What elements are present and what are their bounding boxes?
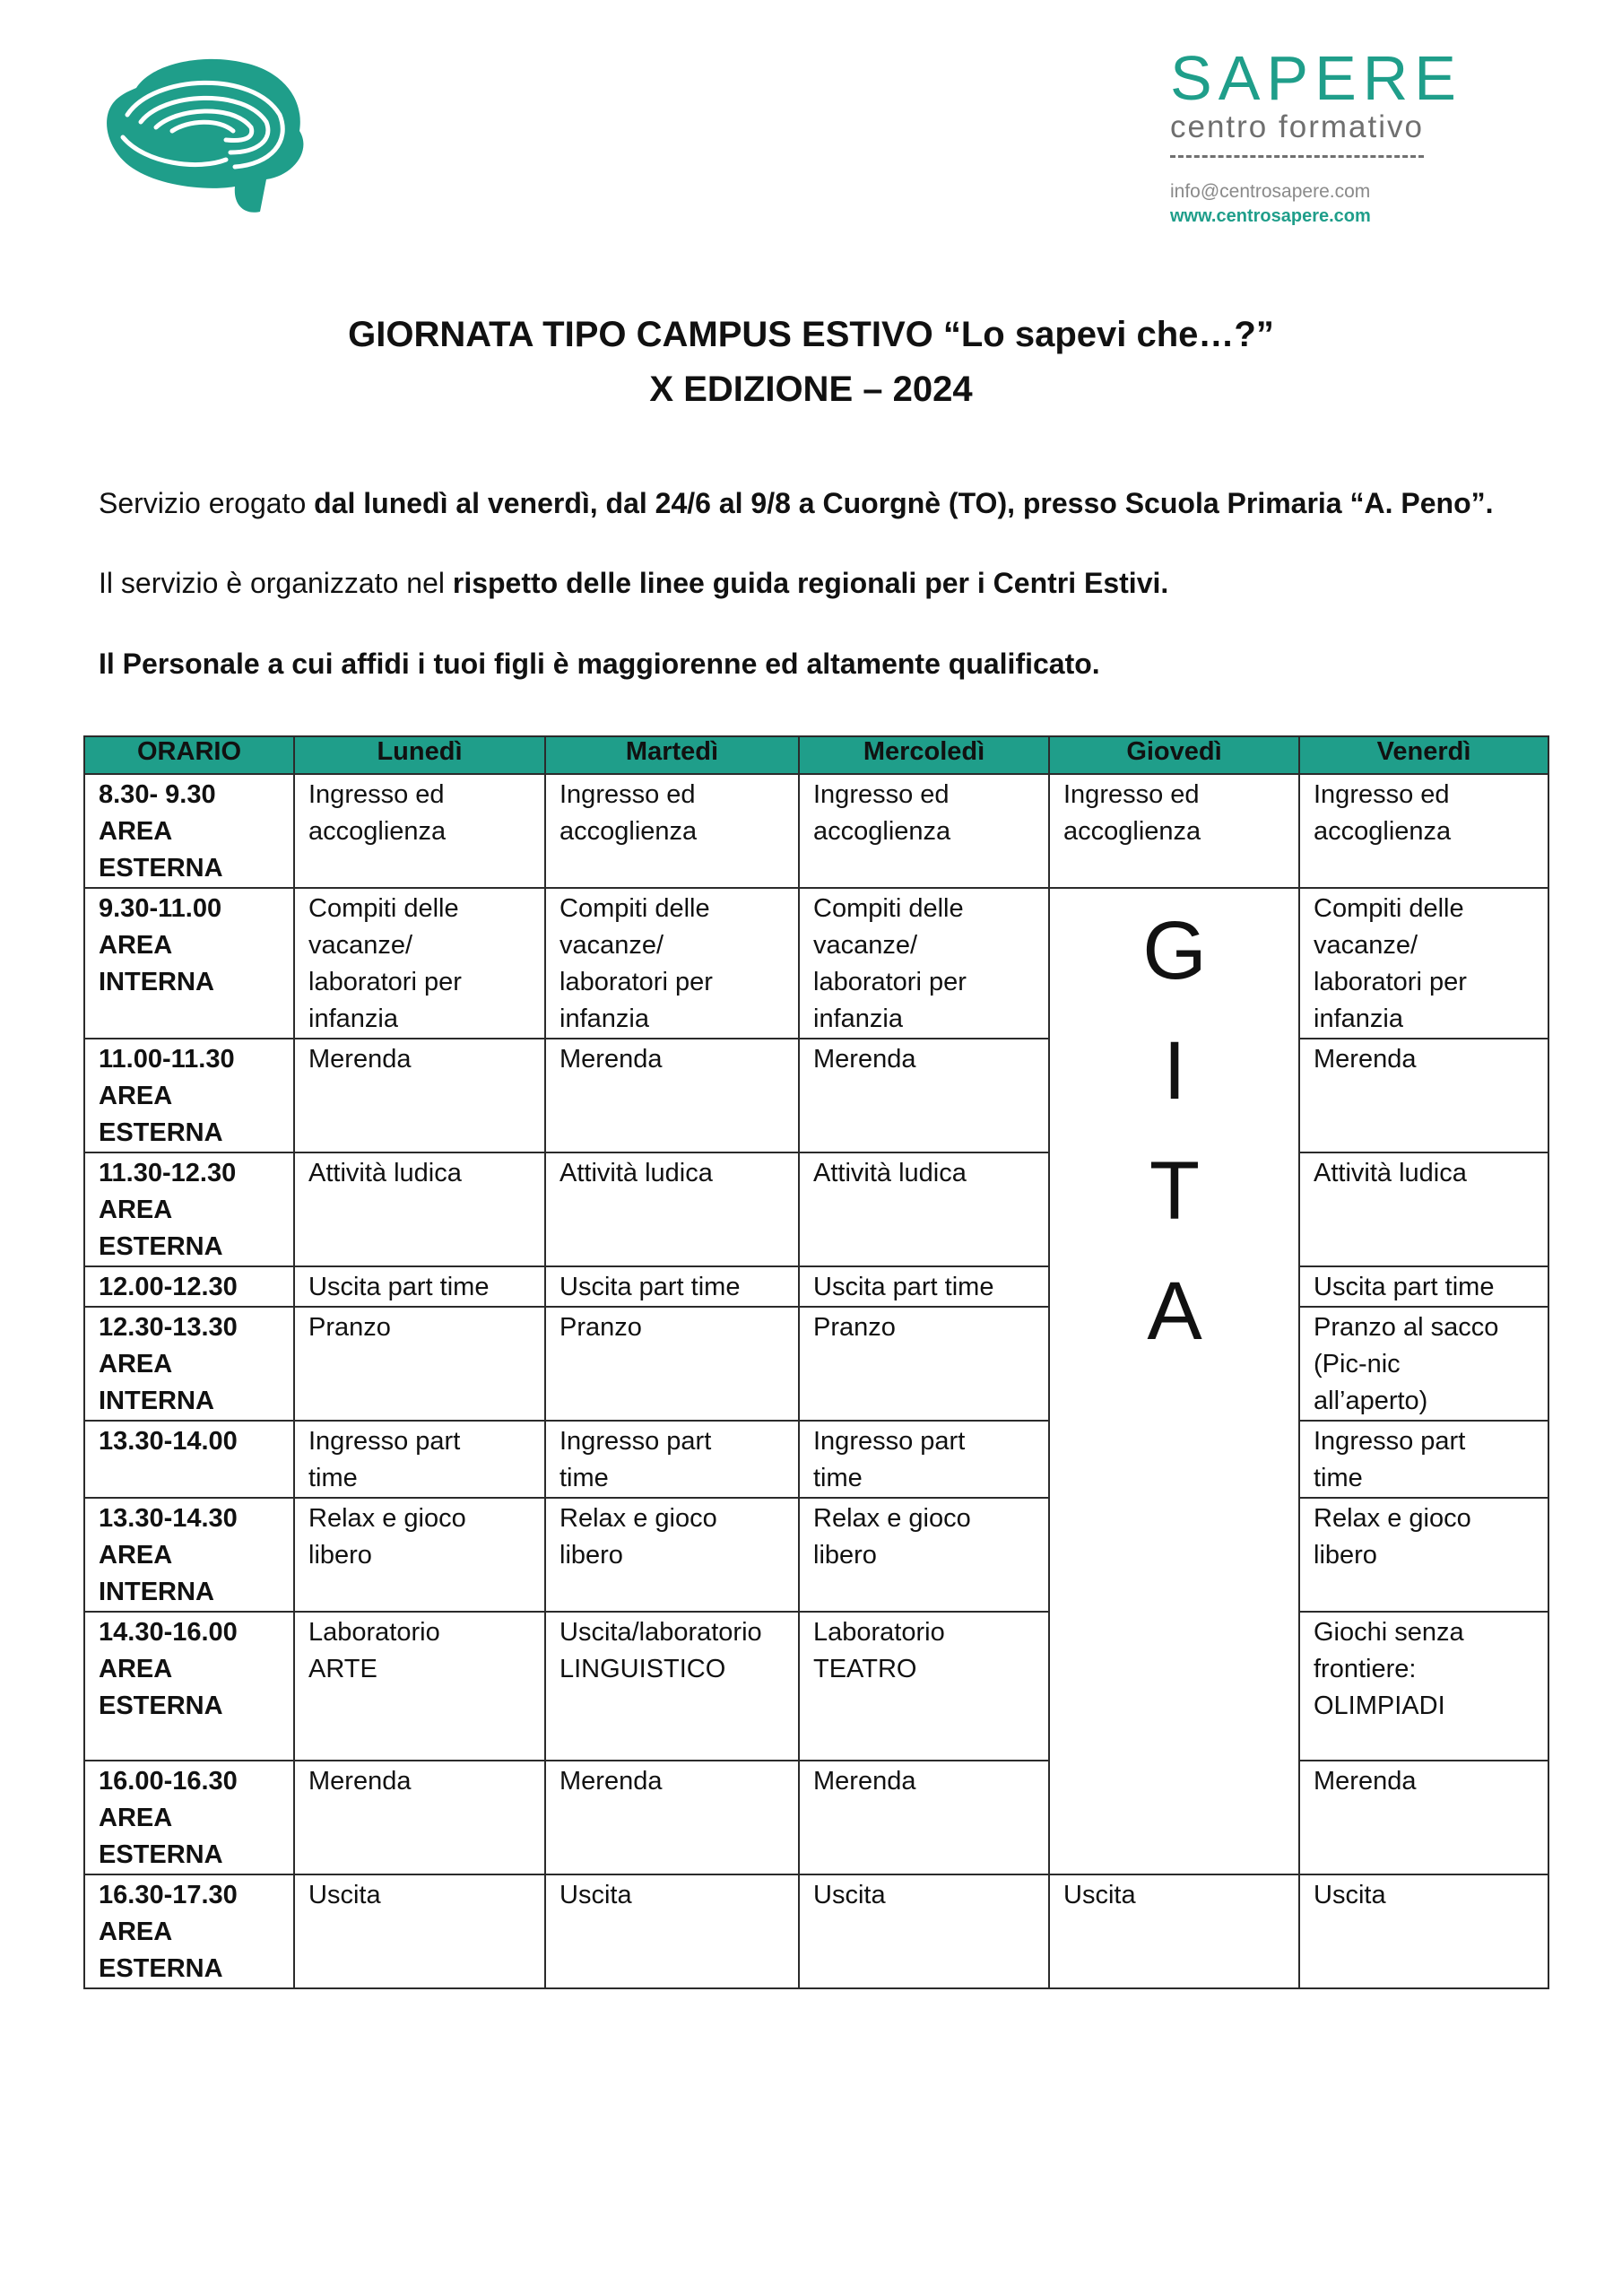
activity-cell: Relax e gioco libero (294, 1498, 545, 1612)
activity-cell: Uscita (1049, 1874, 1299, 1988)
intro-staff: Il Personale a cui affidi i tuoi figli è maggiorenne ed altamente qualificato. (99, 648, 1100, 680)
activity-cell: Merenda (294, 1761, 545, 1874)
activity-cell: Uscita part time (799, 1266, 1049, 1307)
header-lunedi: Lunedì (294, 736, 545, 774)
activity-cell: Uscita/laboratorio LINGUISTICO (545, 1612, 799, 1761)
activity-cell: Uscita part time (1299, 1266, 1548, 1307)
activity-cell: Pranzo (545, 1307, 799, 1421)
activity-cell: Compiti delle vacanze/ laboratori per infanzia (1299, 888, 1548, 1039)
activity-cell: Compiti delle vacanze/ laboratori per infanzia (294, 888, 545, 1039)
activity-cell: Giochi senza frontiere: OLIMPIADI (1299, 1612, 1548, 1761)
table-row (84, 1498, 1548, 1612)
page-title (0, 308, 1622, 417)
activity-cell: Ingresso ed accoglienza (294, 774, 545, 888)
intro-service-dates (99, 487, 1494, 520)
activity-cell: Ingresso ed accoglienza (1299, 774, 1548, 888)
gita-cell (1049, 888, 1299, 1874)
activity-cell: Ingresso part time (545, 1421, 799, 1498)
activity-cell: Uscita (294, 1874, 545, 1988)
intro-service-plain: Servizio erogato (99, 487, 315, 519)
table-row (84, 1421, 1548, 1498)
activity-cell: Uscita (799, 1874, 1049, 1988)
brand-block (1170, 43, 1462, 227)
gita-letter: G (1142, 905, 1207, 996)
gita-letter: I (1163, 1025, 1186, 1117)
activity-cell: Attività ludica (545, 1152, 799, 1266)
activity-cell: Relax e gioco libero (799, 1498, 1049, 1612)
time-cell: 16.00-16.30 AREA ESTERNA (84, 1761, 294, 1874)
activity-cell: Uscita (1299, 1874, 1548, 1988)
activity-cell: Pranzo al sacco (Pic-nic all’aperto) (1299, 1307, 1548, 1421)
time-cell: 12.30-13.30 AREA INTERNA (84, 1307, 294, 1421)
table-row (84, 1612, 1548, 1761)
brand-divider (1170, 155, 1424, 158)
activity-cell: Merenda (545, 1761, 799, 1874)
activity-cell: Merenda (545, 1039, 799, 1152)
table-row (84, 1152, 1548, 1266)
activity-cell: Ingresso ed accoglienza (545, 774, 799, 888)
intro-service-bold: dal lunedì al venerdì, dal 24/6 al 9/8 a Cuorgnè (TO), presso Scuola Primaria “A. Peno”. (314, 487, 1494, 519)
activity-cell: Relax e gioco libero (1299, 1498, 1548, 1612)
contact-website[interactable]: www.centrosapere.com (1170, 205, 1371, 226)
activity-cell: Pranzo (799, 1307, 1049, 1421)
title-line-1: GIORNATA TIPO CAMPUS ESTIVO “Lo sapevi che…?” (348, 315, 1274, 354)
activity-cell: Merenda (294, 1039, 545, 1152)
table-row (84, 774, 1548, 888)
header-venerdi: Venerdì (1299, 736, 1548, 774)
activity-cell: Ingresso ed accoglienza (1049, 774, 1299, 888)
table-row (84, 1039, 1548, 1152)
table-row (84, 1266, 1548, 1307)
time-cell: 11.30-12.30 AREA ESTERNA (84, 1152, 294, 1266)
activity-cell: Uscita (545, 1874, 799, 1988)
schedule-table (83, 735, 1549, 1989)
table-header-row (84, 736, 1548, 774)
contact-email[interactable]: info@centrosapere.com (1170, 180, 1371, 202)
activity-cell: Merenda (799, 1039, 1049, 1152)
header-giovedi: Giovedì (1049, 736, 1299, 774)
time-cell: 13.30-14.00 (84, 1421, 294, 1498)
table-row (84, 1307, 1548, 1421)
time-cell: 14.30-16.00 AREA ESTERNA (84, 1612, 294, 1761)
activity-cell: Attività ludica (799, 1152, 1049, 1266)
activity-cell: Laboratorio ARTE (294, 1612, 545, 1761)
time-cell: 12.00-12.30 (84, 1266, 294, 1307)
activity-cell: Pranzo (294, 1307, 545, 1421)
activity-cell: Relax e gioco libero (545, 1498, 799, 1612)
activity-cell: Uscita part time (294, 1266, 545, 1307)
gita-letter: A (1147, 1265, 1202, 1357)
activity-cell: Uscita part time (545, 1266, 799, 1307)
activity-cell: Ingresso part time (294, 1421, 545, 1498)
intro-guidelines-bold: rispetto delle linee guida regionali per i Centri Estivi. (452, 567, 1169, 599)
activity-cell: Compiti delle vacanze/ laboratori per infanzia (799, 888, 1049, 1039)
activity-cell: Attività ludica (294, 1152, 545, 1266)
activity-cell: Attività ludica (1299, 1152, 1548, 1266)
activity-cell: Compiti delle vacanze/ laboratori per infanzia (545, 888, 799, 1039)
activity-cell: Merenda (1299, 1761, 1548, 1874)
activity-cell: Ingresso ed accoglienza (799, 774, 1049, 888)
table-row (84, 888, 1548, 1039)
intro-guidelines (99, 567, 1168, 600)
header-martedi: Martedì (545, 736, 799, 774)
header-mercoledi: Mercoledì (799, 736, 1049, 774)
brand-name: SAPERE (1170, 43, 1462, 113)
time-cell: 11.00-11.30 AREA ESTERNA (84, 1039, 294, 1152)
activity-cell: Merenda (799, 1761, 1049, 1874)
title-line-2: X EDIZIONE – 2024 (649, 370, 973, 409)
table-row (84, 1874, 1548, 1988)
activity-cell: Ingresso part time (1299, 1421, 1548, 1498)
time-cell: 9.30-11.00 AREA INTERNA (84, 888, 294, 1039)
time-cell: 13.30-14.30 AREA INTERNA (84, 1498, 294, 1612)
time-cell: 16.30-17.30 AREA ESTERNA (84, 1874, 294, 1988)
activity-cell: Merenda (1299, 1039, 1548, 1152)
gita-letter: T (1149, 1145, 1201, 1237)
brain-logo (100, 52, 307, 218)
intro-guidelines-plain: Il servizio è organizzato nel (99, 567, 453, 599)
header-orario: ORARIO (84, 736, 294, 774)
activity-cell: Ingresso part time (799, 1421, 1049, 1498)
table-row (84, 1761, 1548, 1874)
time-cell: 8.30- 9.30 AREA ESTERNA (84, 774, 294, 888)
activity-cell: Laboratorio TEATRO (799, 1612, 1049, 1761)
brand-subtitle: centro formativo (1170, 109, 1424, 144)
gita-label (1063, 891, 1286, 1371)
